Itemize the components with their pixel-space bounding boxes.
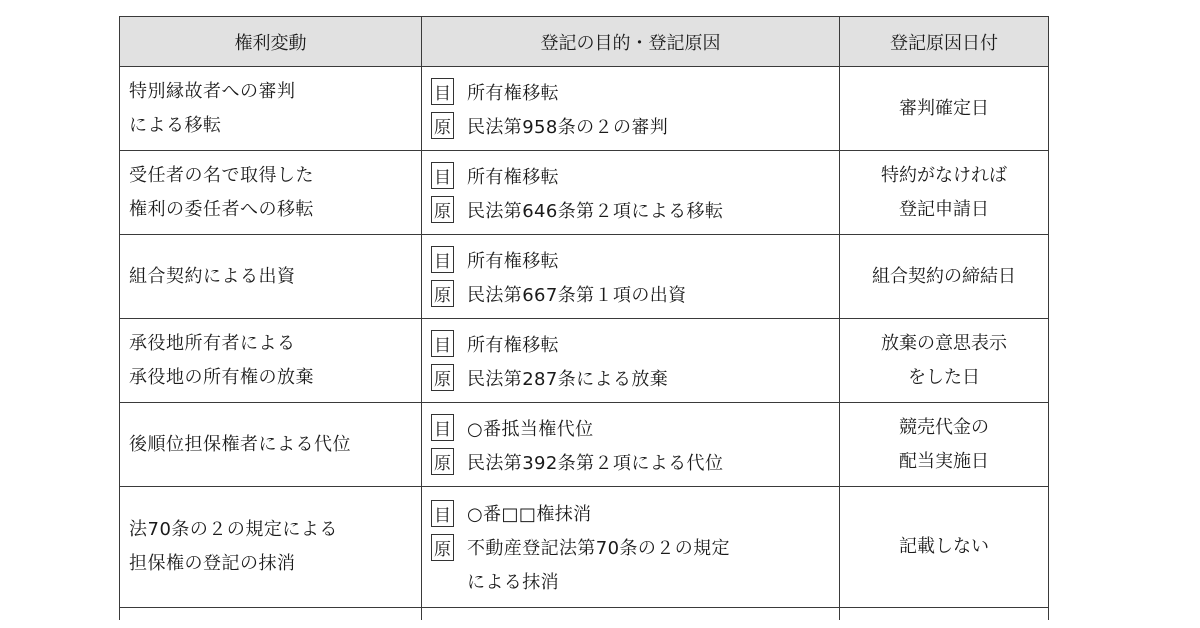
cause-mark: 原 — [431, 280, 454, 307]
date-text: 放棄の意思表示 — [881, 332, 1007, 354]
cause-text: 民法第392条第２項による代位 — [467, 452, 724, 474]
purpose-cause-cell — [422, 403, 840, 487]
purpose-mark: 目 — [431, 500, 454, 527]
date-text: 競売代金の — [899, 416, 989, 438]
header-row — [120, 17, 1049, 67]
purpose-cause-cell — [422, 151, 840, 235]
purpose-mark: 目 — [431, 246, 454, 273]
purpose-cause-cell — [422, 67, 840, 151]
purpose-text: ○番抵当権代位 — [467, 418, 594, 440]
empty-cell — [120, 608, 422, 621]
change-text: 承役地所有者による — [129, 332, 296, 354]
change-text: 組合契約による出資 — [129, 265, 296, 287]
date-text: 配当実施日 — [899, 450, 989, 472]
date-cell — [840, 487, 1049, 608]
empty-cell — [840, 608, 1049, 621]
change-text: 担保権の登記の抹消 — [129, 553, 296, 574]
empty-cell — [422, 608, 840, 621]
change-text: 後順位担保権者による代位 — [129, 433, 351, 455]
change-text: による移転 — [129, 114, 222, 136]
header-change: 権利変動 — [120, 17, 422, 67]
cause-text: 不動産登記法第70条の２の規定 — [467, 538, 730, 559]
registration-table — [119, 16, 1049, 620]
cause-text: 民法第667条第１項の出資 — [467, 284, 687, 306]
purpose-cause-cell — [422, 235, 840, 319]
date-text: 審判確定日 — [899, 97, 989, 119]
date-cell — [840, 403, 1049, 487]
date-cell — [840, 235, 1049, 319]
date-text: 特約がなければ — [881, 164, 1007, 186]
change-text: 権利の委任者への移転 — [129, 198, 314, 220]
change-cell — [120, 487, 422, 608]
table-row — [120, 151, 1049, 235]
date-text: 記載しない — [899, 536, 989, 557]
change-cell — [120, 403, 422, 487]
cause-mark: 原 — [431, 112, 454, 139]
purpose-cause-cell — [422, 319, 840, 403]
cause-text: 民法第287条による放棄 — [467, 368, 669, 390]
date-text: をした日 — [908, 366, 980, 388]
change-text: 承役地の所有権の放棄 — [129, 366, 314, 388]
cause-mark: 原 — [431, 448, 454, 475]
cause-mark: 原 — [431, 534, 454, 561]
header-purpose-cause: 登記の目的・登記原因 — [422, 17, 840, 67]
cause-text-continued: による抹消 — [467, 572, 559, 593]
purpose-mark: 目 — [431, 162, 454, 189]
purpose-text: 所有権移転 — [467, 334, 559, 356]
table-row — [120, 403, 1049, 487]
change-text: 受任者の名で取得した — [129, 164, 314, 186]
date-cell — [840, 151, 1049, 235]
header-cause-date: 登記原因日付 — [840, 17, 1049, 67]
purpose-cause-cell — [422, 487, 840, 608]
cause-text: 民法第958条の２の審判 — [467, 116, 669, 138]
change-cell — [120, 67, 422, 151]
table-row — [120, 235, 1049, 319]
cause-mark: 原 — [431, 364, 454, 391]
cause-mark: 原 — [431, 196, 454, 223]
cause-text: 民法第646条第２項による移転 — [467, 200, 724, 222]
purpose-mark: 目 — [431, 330, 454, 357]
purpose-text: ○番□□権抹消 — [467, 504, 592, 525]
change-text: 法70条の２の規定による — [129, 519, 338, 540]
purpose-text: 所有権移転 — [467, 166, 559, 188]
date-cell — [840, 319, 1049, 403]
change-text: 特別縁故者への審判 — [129, 80, 296, 102]
purpose-text: 所有権移転 — [467, 250, 559, 272]
purpose-mark: 目 — [431, 414, 454, 441]
date-text: 登記申請日 — [899, 198, 989, 220]
purpose-mark: 目 — [431, 78, 454, 105]
change-cell — [120, 319, 422, 403]
purpose-text: 所有権移転 — [467, 82, 559, 104]
table-row — [120, 67, 1049, 151]
change-cell — [120, 151, 422, 235]
table-row — [120, 319, 1049, 403]
table-row-partial — [120, 608, 1049, 621]
table-row — [120, 487, 1049, 608]
date-text: 組合契約の締結日 — [872, 265, 1016, 287]
date-cell — [840, 67, 1049, 151]
change-cell — [120, 235, 422, 319]
